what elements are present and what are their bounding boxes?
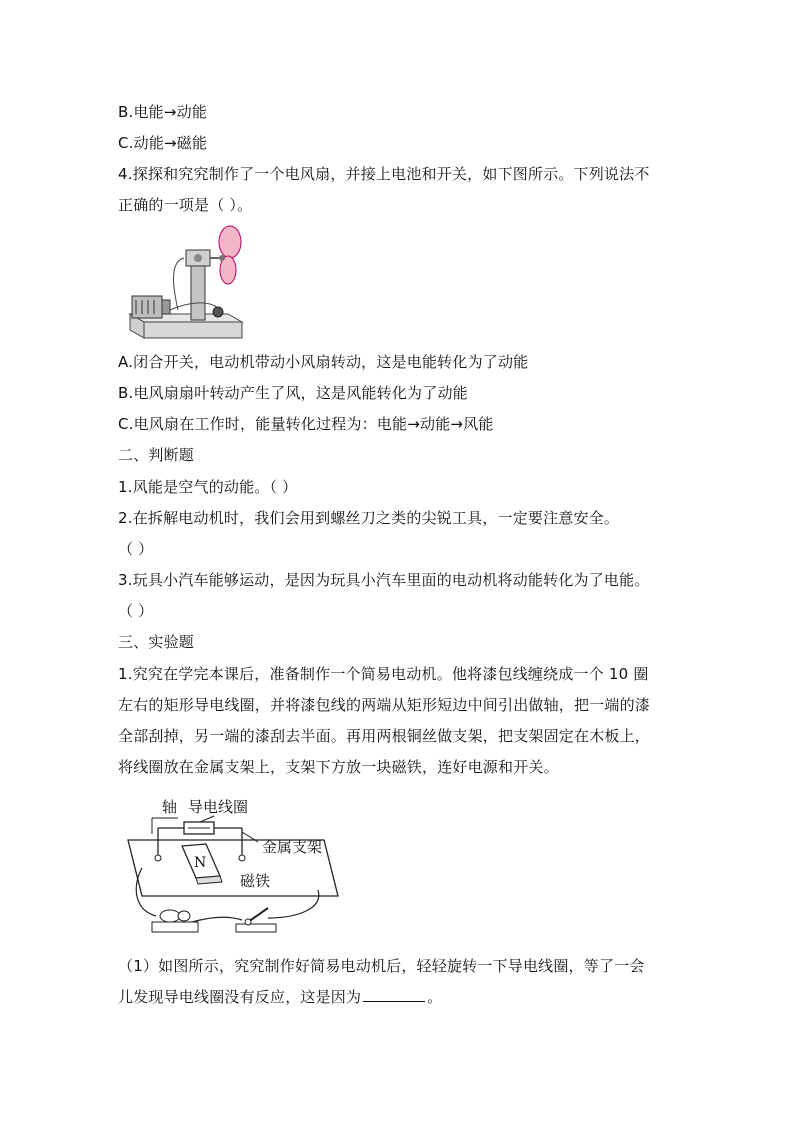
section-3-heading: 三、实验题	[118, 633, 195, 651]
experiment-subquestion-1-line1: （1）如图所示，究究制作好简易电动机后，轻轻旋转一下导电线圈，等了一会	[118, 957, 645, 975]
subquestion-text: 儿发现导电线圈没有反应，这是因为	[118, 988, 362, 1006]
option-b-q4: B.电风扇扇叶转动产生了风，这是风能转化为了动能	[118, 384, 468, 402]
electric-fan-figure	[118, 222, 248, 344]
experiment-question-1-line4: 将线圈放在金属支架上，支架下方放一块磁铁，连好电源和开关。	[118, 758, 559, 776]
answer-blank[interactable]	[363, 987, 425, 1002]
experiment-question-1-line1: 1.究究在学完本课后，准备制作一个简易电动机。他将漆包线缠绕成一个 10 圈	[118, 665, 649, 683]
coil-label: 导电线圈	[188, 798, 249, 816]
magnet-pole-label: N	[194, 855, 207, 871]
simple-motor-figure	[118, 790, 348, 945]
axis-label: 轴	[162, 798, 178, 816]
experiment-subquestion-1-line2	[118, 987, 442, 1007]
judge-question-3: 3.玩具小汽车能够运动，是因为玩具小汽车里面的电动机将动能转化为了电能。	[118, 571, 650, 589]
judge-question-1: 1.风能是空气的动能。（ ）	[118, 478, 298, 496]
question-4-line2: 正确的一项是（ ）。	[118, 196, 253, 214]
magnet-label: 磁铁	[240, 872, 271, 890]
section-2-heading: 二、判断题	[118, 446, 195, 464]
option-a-q4: A.闭合开关，电动机带动小风扇转动，这是电能转化为了动能	[118, 353, 529, 371]
judge-question-2: 2.在拆解电动机时，我们会用到螺丝刀之类的尖锐工具，一定要注意安全。	[118, 509, 620, 527]
subquestion-end: 。	[427, 988, 443, 1006]
support-label: 金属支架	[262, 838, 323, 856]
judge-question-3-blank: （ ）	[118, 602, 154, 620]
option-b-q3: B.电能→动能	[118, 103, 208, 121]
option-c-q3: C.动能→磁能	[118, 134, 208, 152]
experiment-question-1-line2: 左右的矩形导电线圈，并将漆包线的两端从矩形短边中间引出做轴，把一端的漆	[118, 696, 651, 714]
judge-question-2-blank: （ ）	[118, 540, 154, 558]
option-c-q4: C.电风扇在工作时，能量转化过程为：电能→动能→风能	[118, 415, 494, 433]
experiment-question-1-line3: 全部刮掉，另一端的漆刮去半面。再用两根铜丝做支架，把支架固定在木板上，	[118, 727, 651, 745]
question-4-line1: 4.探探和究究制作了一个电风扇，并接上电池和开关，如下图所示。下列说法不	[118, 165, 650, 183]
